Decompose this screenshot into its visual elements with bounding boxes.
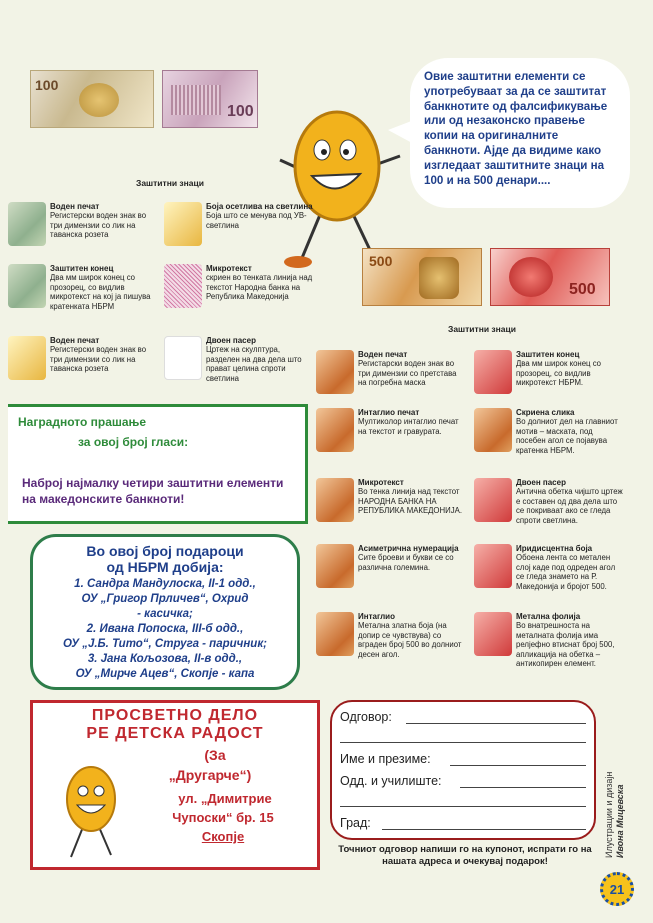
feature-text: Обоена лента со метален слој каде под одреден агол се гледа знамето на Р. Македонија и бројот 500. xyxy=(516,553,616,591)
banknote-denomination: 500 xyxy=(369,253,393,269)
right-feature xyxy=(474,544,624,604)
right-section-title: Заштитни знаци xyxy=(448,324,516,334)
answer-line xyxy=(340,742,586,743)
feature-title: Интаглио xyxy=(358,612,395,621)
answer-line xyxy=(406,723,586,724)
feature-text: Регистерски воден знак во три димензии со лик на таванска розета xyxy=(50,211,147,240)
feature-text: Метална златна боја (на допир се чувствува) со вграден број 500 во долниот десен агол. xyxy=(358,621,462,659)
speech-bubble xyxy=(410,58,630,208)
watermark-icon xyxy=(8,336,46,380)
coupon-box xyxy=(330,700,596,840)
address-box xyxy=(30,700,320,870)
feature-title: Микротекст xyxy=(358,478,404,487)
feature-title: Воден печат xyxy=(50,336,100,345)
feature-title: Воден печат xyxy=(358,350,408,359)
answer-line xyxy=(340,806,586,807)
sculpture-icon xyxy=(164,336,202,380)
credits-author: Ивона Мицевска xyxy=(615,784,625,858)
feature-text: Антична обетка чијшто цртеж е составен од два дела што се покриваат ако се гледа спроти светлина. xyxy=(516,487,623,525)
right-feature xyxy=(316,612,466,672)
right-feature xyxy=(474,350,624,410)
intaglio-icon xyxy=(316,612,354,656)
feature-text: Цртеж на скулптура, разделен на два дела што прават целина спроти светлина xyxy=(206,345,302,383)
coupon-answer-row[interactable] xyxy=(340,710,586,730)
feature-text: скриен во тенката линија над текстот Народна банка на Република Македонија xyxy=(206,273,313,302)
coupon-city-row[interactable] xyxy=(340,816,586,836)
poppy-icon xyxy=(509,257,553,297)
feature-text: Два мм широк конец со прозорец, со видлив микротекст на кој ја пишува кратенката НБРМ xyxy=(50,273,151,311)
feature-title: Воден печат xyxy=(50,202,100,211)
microtext-icon xyxy=(316,478,354,522)
winner-line: 2. Ивана Попоска, III-б одд., xyxy=(86,623,244,635)
feature-text: Регистерски воден знак во три димензии со лик на таванска розета xyxy=(50,345,147,374)
microtext-icon xyxy=(164,264,202,308)
left-feature xyxy=(8,202,158,262)
coupon-answer-label: Одговор: xyxy=(340,710,392,724)
feature-text: Во тенка линија над текстот НАРОДНА БАНКА НА РЕПУБЛИКА МАКЕДОНИЈА. xyxy=(358,487,462,516)
rosette-icon xyxy=(79,83,119,117)
winner-line: 1. Сандра Мандулоска, II-1 одд., xyxy=(74,578,256,590)
winners-subheading: од НБРМ добија: xyxy=(106,559,224,575)
feature-title: Боја осетлива на светлина xyxy=(206,202,313,211)
right-feature xyxy=(316,544,466,604)
left-section-title: Заштитни знаци xyxy=(136,178,204,188)
banknote-denomination: 100 xyxy=(35,77,59,93)
address-line: „Другарче“) xyxy=(168,767,252,783)
winner-line: 3. Јана Кољозова, II-в одд., xyxy=(87,653,243,665)
winners-heading: Во овој број подароци xyxy=(86,543,244,559)
left-feature xyxy=(164,202,314,262)
coupon-note: Точниот одговор напиши го на купонот, испрати го на нашата адреса и очекувај подарок! xyxy=(338,844,592,867)
banknote-500-front xyxy=(362,248,482,306)
feature-title: Двоен пасер xyxy=(516,478,566,487)
credits xyxy=(604,708,626,858)
banknote-denomination: 500 xyxy=(569,281,596,298)
coupon-school-label: Одд. и училиште: xyxy=(340,774,442,788)
banknote-500-back xyxy=(490,248,610,306)
answer-line xyxy=(450,765,586,766)
feature-title: Асиметрична нумерација xyxy=(358,544,459,553)
feature-text: Два мм широк конец со прозорец, со видлив микротекст НБРМ. xyxy=(516,359,602,388)
page-number: 21 xyxy=(609,881,625,897)
coupon-city-label: Град: xyxy=(340,816,371,830)
security-thread-icon xyxy=(474,350,512,394)
earring-icon xyxy=(474,478,512,522)
right-feature xyxy=(474,408,624,468)
feature-text: Мултиколор интаглио печат на текстот и гравурата. xyxy=(358,417,459,436)
feature-text: Сите броеви и букви се со различна големина. xyxy=(358,553,454,572)
feature-text: Боја што се менува под УВ-светлина xyxy=(206,211,307,230)
numbering-icon xyxy=(316,544,354,588)
prize-heading: Наградното прашање xyxy=(18,415,147,429)
feature-title: Скриена слика xyxy=(516,408,575,417)
right-feature xyxy=(316,350,466,410)
address-line: РЕ ДЕТСКА РАДОСТ xyxy=(86,725,264,742)
winner-line: ОУ „Мирче Ацев“, Скопје - капа xyxy=(75,668,255,680)
feature-title: Заштитен конец xyxy=(516,350,580,359)
prize-subheading: за овој број гласи: xyxy=(78,435,189,449)
coin-mascot-small xyxy=(55,761,129,865)
banknote-100-back xyxy=(162,70,258,128)
hidden-image-icon xyxy=(474,408,512,452)
left-feature xyxy=(164,264,314,324)
feature-title: Интаглио печат xyxy=(358,408,420,417)
coupon-name-row[interactable] xyxy=(340,752,586,772)
prize-question-box xyxy=(8,404,308,524)
winner-line: - касичка; xyxy=(137,608,193,620)
feature-title: Заштитен конец xyxy=(50,264,114,273)
uv-ink-icon xyxy=(164,202,202,246)
right-feature xyxy=(474,612,624,672)
feature-title: Микротекст xyxy=(206,264,252,273)
right-feature xyxy=(316,408,466,468)
intaglio-print-icon xyxy=(316,408,354,452)
feature-title: Двоен пасер xyxy=(206,336,256,345)
address-line: (За xyxy=(204,747,226,763)
right-feature xyxy=(474,478,624,538)
credits-label: Илустрации и дизајн xyxy=(604,771,614,858)
banknote-100-front xyxy=(30,70,154,128)
feature-title: Метална фолија xyxy=(516,612,581,621)
winners-box xyxy=(30,534,300,690)
coupon-name-label: Име и презиме: xyxy=(340,752,431,766)
address-line: Скопје xyxy=(201,829,245,844)
iridescent-icon xyxy=(474,544,512,588)
address-line: ул. „Димитрие xyxy=(178,791,272,806)
feature-text: Регистарски воден знак во три димензии со претстава на погребна маска xyxy=(358,359,457,388)
feature-text: Во внатрешноста на металната фолија има релјефно втиснат број 500, апликација на обетка – антикопирен елемент. xyxy=(516,621,615,669)
banknote-denomination: 100 xyxy=(227,103,254,120)
page-number-badge xyxy=(600,872,634,906)
feature-title: Иридисцентна боја xyxy=(516,544,593,553)
mask-icon xyxy=(419,257,459,299)
answer-line xyxy=(460,787,586,788)
security-thread-icon xyxy=(8,264,46,308)
left-feature xyxy=(8,336,158,396)
address-line: ПРОСВЕТНО ДЕЛО xyxy=(91,707,259,724)
prize-question-text: Наброј најмалку четири заштитни елементи на македонските банкноти! xyxy=(22,476,284,506)
feature-text: Во долниот дел на главниот мотив – маската, под посебен агол се појавува кратенка НБРМ. xyxy=(516,417,618,455)
coupon-school-row[interactable] xyxy=(340,774,586,794)
address-line: Чупоски“ бр. 15 xyxy=(172,810,274,825)
left-feature xyxy=(8,264,158,324)
city-engraving xyxy=(171,85,221,115)
watermark-icon xyxy=(8,202,46,246)
answer-line xyxy=(382,829,586,830)
winner-line: ОУ „Григор Прличев“, Охрид xyxy=(81,593,249,605)
watermark-icon xyxy=(316,350,354,394)
winner-line: ОУ „Ј.Б. Тито“, Струга - паричник; xyxy=(63,638,267,650)
right-feature xyxy=(316,478,466,538)
metal-foil-icon xyxy=(474,612,512,656)
speech-text: Овие заштитни елементи се употребуваат за да се заштитат банкнотите од фалсификување или од незаконско правење копии на оригиналните банкноти. Ајде да видиме како изгледаат заштитните знаци на 100 и на 500 денари.... xyxy=(424,70,608,187)
left-feature xyxy=(164,336,314,396)
